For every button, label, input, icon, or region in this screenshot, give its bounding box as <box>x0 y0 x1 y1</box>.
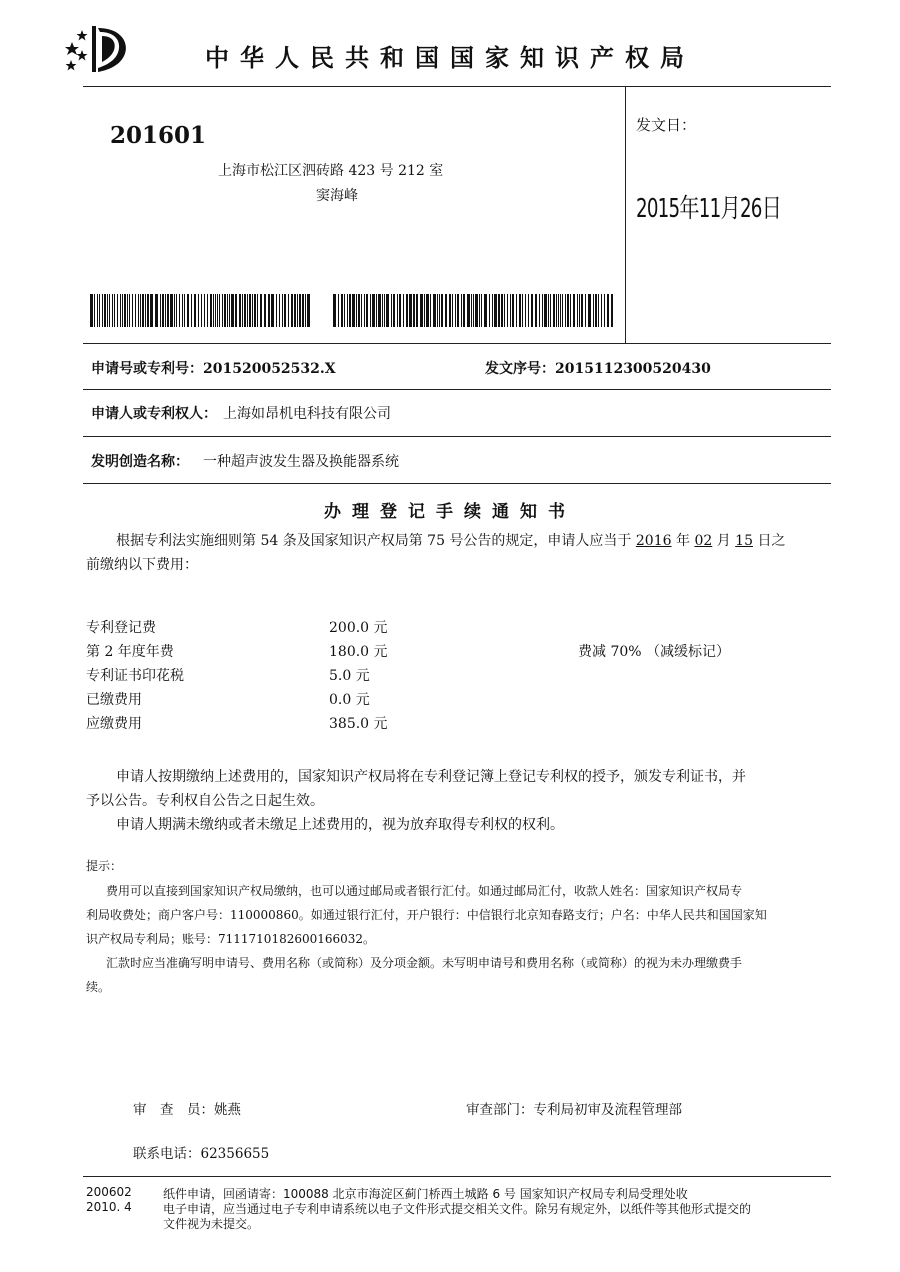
body-p1-line1: 申请人按期缴纳上述费用的，国家知识产权局将在专利登记簿上登记专利权的授予，颁发专利证书，并 <box>116 769 746 785</box>
intro-day-suffix: 日之 <box>753 533 786 549</box>
fee-name: 第 2 年度年费 <box>86 644 174 660</box>
fee-amount: 0.0 元 <box>329 692 370 708</box>
intro-line-2: 前缴纳以下费用： <box>86 557 198 573</box>
tip-1-line1: 费用可以直接到国家知识产权局缴纳，也可以通过邮局或者银行汇付。如通过邮局汇付，收款人姓名：国家知识产权局专 <box>106 884 743 898</box>
fee-name: 专利登记费 <box>86 620 156 636</box>
phone-row <box>133 1142 269 1162</box>
intro-year-suffix: 年 <box>671 533 695 549</box>
applicant-value: 上海如昂机电科技有限公司 <box>223 406 391 422</box>
tips-heading: 提示： <box>86 859 123 873</box>
top-rule <box>83 86 831 87</box>
tip-1-line2: 利局收费处；商户客户号：110000860。如通过银行汇付，开户银行：中信银行北京知春路支行；户名：中华人民共和国国家知 <box>86 908 767 922</box>
mailing-address: 上海市松江区泗砖路 423 号 212 室 <box>218 163 444 179</box>
serial-number-row <box>485 358 711 378</box>
issue-date-value: 2015年11月26日 <box>636 194 782 224</box>
footer-line-1: 纸件申请，回函请寄：100088 北京市海淀区蓟门桥西土城路 6 号 国家知识产权局专利局受理处收 <box>163 1187 688 1201</box>
invention-label: 发明创造名称： <box>91 454 189 470</box>
fee-amount: 5.0 元 <box>329 668 370 684</box>
deadline-year: 2016 <box>635 533 672 549</box>
examiner-label: 审 查 员： <box>133 1102 214 1118</box>
footer-line-3: 文件视为未提交。 <box>163 1217 260 1231</box>
fee-name: 已缴费用 <box>86 692 142 708</box>
footer-rule <box>83 1176 831 1177</box>
body-p1-line2: 予以公告。专利权自公告之日起生效。 <box>86 793 324 809</box>
department-row <box>466 1098 682 1118</box>
fee-name: 专利证书印花税 <box>86 668 184 684</box>
deadline-day: 15 <box>735 533 753 549</box>
examiner-name: 姚燕 <box>214 1102 241 1118</box>
agency-name: 中华人民共和国国家知识产权局 <box>205 44 695 72</box>
tip-1-line3: 识产权局专利局；账号：7111710182600166032。 <box>86 932 376 946</box>
rule-1 <box>83 343 831 344</box>
fee-amount: 200.0 元 <box>329 620 388 636</box>
body-p2: 申请人期满未缴纳或者未缴足上述费用的，视为放弃取得专利权的权利。 <box>116 817 564 833</box>
postcode: 201601 <box>110 122 207 149</box>
notice-title: 办理登记手续通知书 <box>324 502 576 522</box>
fee-amount: 385.0 元 <box>329 716 388 732</box>
applicant-row <box>91 403 391 423</box>
cnipa-logo-icon <box>62 22 134 76</box>
form-version: 2010. 4 <box>86 1200 132 1214</box>
intro-month-suffix: 月 <box>712 533 736 549</box>
barcode-left <box>90 294 310 327</box>
rule-3 <box>83 436 831 437</box>
department-value: 专利局初审及流程管理部 <box>533 1102 682 1118</box>
rule-2 <box>83 389 831 390</box>
rule-4 <box>83 483 831 484</box>
footer-line-2: 电子申请，应当通过电子专利申请系统以电子文件形式提交相关文件。除另有规定外，以纸件等其他形式提交的 <box>163 1202 752 1216</box>
application-number-value: 201520052532.X <box>203 361 336 377</box>
fee-note: 费减 70% （减缓标记） <box>578 644 731 660</box>
issue-date-label: 发文日： <box>636 116 697 134</box>
serial-number-value: 2015112300520430 <box>555 361 711 377</box>
application-number-row <box>91 358 336 378</box>
phone-label: 联系电话： <box>133 1146 201 1162</box>
form-code: 200602 <box>86 1185 132 1199</box>
invention-row <box>91 451 399 471</box>
serial-number-label: 发文序号： <box>485 361 555 377</box>
deadline-month: 02 <box>694 533 713 549</box>
phone-value: 62356655 <box>200 1146 270 1162</box>
tip-2-line2: 续。 <box>86 980 111 994</box>
examiner-row <box>133 1098 241 1118</box>
fee-name: 应缴费用 <box>86 716 142 732</box>
recipient-name: 窦海峰 <box>316 188 358 204</box>
intro-line-1 <box>116 529 785 553</box>
intro-text: 根据专利法实施细则第 54 条及国家知识产权局第 75 号公告的规定，申请人应当于 <box>116 533 636 549</box>
barcode-right <box>333 294 616 327</box>
tip-2-line1: 汇款时应当准确写明申请号、费用名称（或简称）及分项金额。未写明申请号和费用名称（或简称）的视为未办理缴费手 <box>106 956 743 970</box>
applicant-label: 申请人或专利权人： <box>91 406 217 422</box>
fee-amount: 180.0 元 <box>329 644 388 660</box>
invention-value: 一种超声波发生器及换能器系统 <box>203 454 399 470</box>
application-number-label: 申请号或专利号： <box>91 361 203 377</box>
date-divider <box>625 86 626 343</box>
department-label: 审查部门： <box>466 1102 534 1118</box>
